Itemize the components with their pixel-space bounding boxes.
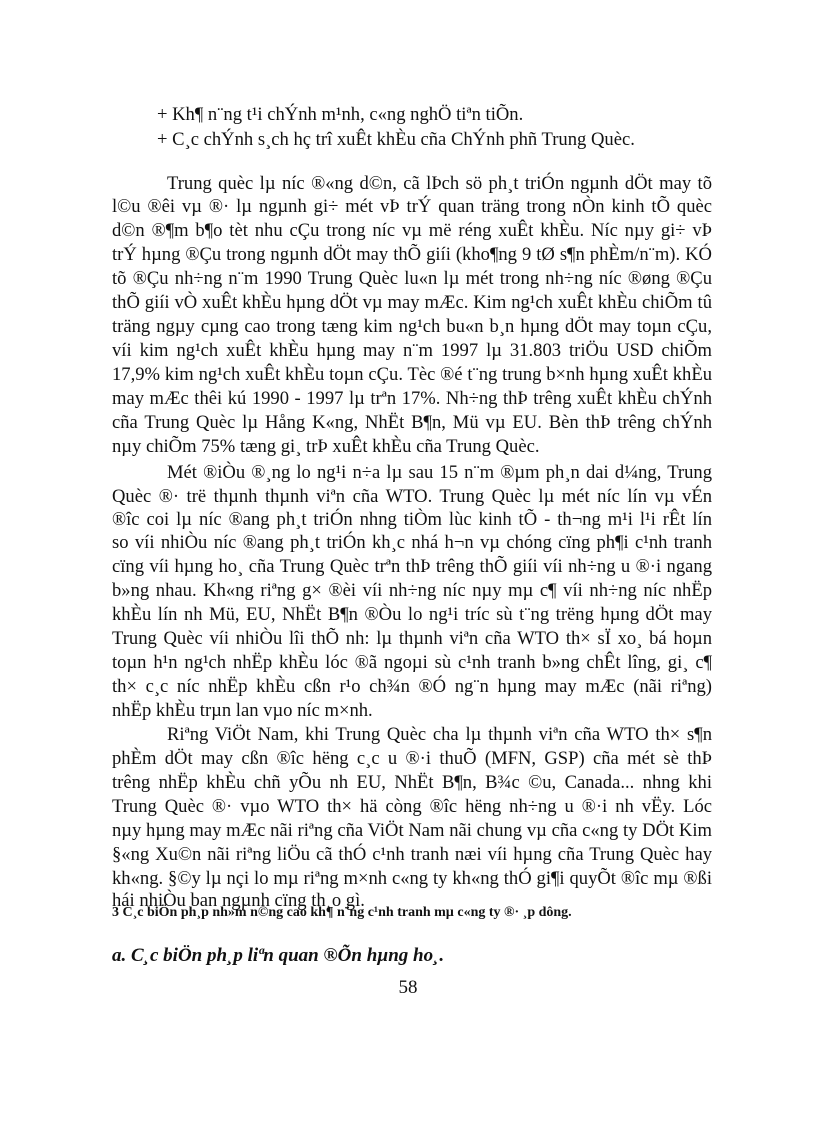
paragraph-line: so víi nhiÒu níc ®ang ph¸t triÓn kh¸c nhá h¬n vµ chóng cïng ph¶i c¹nh tranh <box>112 532 712 553</box>
paragraph-line: thÕ giíi vÒ xuÊt khÈu hµng dÖt vµ may mÆc. Kim ng¹ch xuÊt khÈu chiÕm tû <box>112 292 712 313</box>
paragraph-line: may mÆc thêi kú 1990 - 1997 lµ trªn 17%. Nh÷ng thÞ trêng xuÊt khÈu chÝnh <box>112 388 712 409</box>
paragraph-line: phÈm dÖt may cßn ®îc hëng c¸c u ®·i thuÕ (MFN, GSP) cña mét sè thÞ <box>112 748 712 769</box>
paragraph-line: Trung quèc lµ níc ®«ng d©n, cã lÞch sö ph¸t triÓn ngµnh dÖt may tõ <box>167 173 712 194</box>
paragraph-line: nµy hµng may mÆc nãi riªng cña ViÖt Nam nãi chung vµ cña c«ng ty DÖt Kim <box>112 820 712 841</box>
paragraph-line: hái nhiÒu ban ngµnh cïng th¸o gì. <box>112 890 365 911</box>
paragraph-line: Trung Quèc ®· vµo WTO th× hä còng ®îc hëng nh÷ng u ®·i nh vËy. Lóc <box>112 796 712 817</box>
paragraph-line: Riªng ViÖt Nam, khi Trung Quèc cha lµ thµnh viªn cña WTO th× s¶n <box>167 724 712 745</box>
paragraph-line: khÈu lín nh Mü, EU, NhËt B¶n ®Òu lo ng¹i tríc sù t¨ng trëng hµng dÖt may <box>112 604 712 625</box>
paragraph-line: b»ng nhau. Kh«ng riªng g× ®èi víi nh÷ng níc nµy mµ c¶ víi nh÷ng níc nhËp <box>112 580 712 601</box>
paragraph-line: trêng nhËp khÈu chñ yÕu nh EU, NhËt B¶n, B¾c ©u, Canada... nhng khi <box>112 772 712 793</box>
page-number: 58 <box>398 977 418 998</box>
paragraph-line: träng ngµy cµng cao trong tæng kim ng¹ch bu«n b¸n hµng dÖt may toµn cÇu, <box>112 316 712 337</box>
paragraph-line: kh«ng. §©y lµ nçi lo mµ riªng m×nh c«ng ty kh«ng thÓ gi¶i quyÕt ®îc mµ ®ßi <box>112 868 712 889</box>
paragraph-line: ®îc coi lµ níc ®ang ph¸t triÓn nhng tiÒm lùc kinh tÕ - th¬ng m¹i l¹i rÊt lín <box>112 509 712 530</box>
paragraph-line: §«ng Xu©n nãi riªng liÖu cã thÓ c¹nh tranh næi víi hµng cña Trung Quèc hay <box>112 844 712 865</box>
paragraph-line: víi kim ng¹ch xuÊt khÈu hµng may n¨m 1997 lµ 31.803 triÖu USD chiÕm <box>112 340 712 361</box>
paragraph-line: toµn h¹n ng¹ch nhËp khÈu lóc ®ã ngoµi sù c¹nh tranh b»ng chÊt lîng, gi¸ c¶ <box>112 652 712 673</box>
paragraph-line: l©u ®êi vµ ®· lµ ngµnh gi÷ mét vÞ trÝ quan träng trong nÒn kinh tÕ quèc <box>112 196 712 217</box>
paragraph-line: tõ ®Çu nh÷ng n¨m 1990 Trung Quèc lu«n lµ mét trong nh÷ng níc ®øng ®Çu <box>112 268 712 289</box>
paragraph-line: trÝ hµng ®Çu trong ngµnh dÖt may thÕ giíi (kho¶ng 9 tØ s¶n phÈm/n¨m). KÓ <box>112 244 712 265</box>
paragraph-line: cïng víi hµng ho¸ cña Trung Quèc trªn thÞ trêng thÕ giíi víi nh÷ng u ®·i ngang <box>112 556 712 577</box>
paragraph-line: 17,9% kim ng¹ch xuÊt khÈu toµn cÇu. Tèc ®é t¨ng trung b×nh hµng xuÊt khÈu <box>112 364 712 385</box>
paragraph-line: cña Trung Quèc lµ Hång K«ng, NhËt B¶n, Mü vµ EU. Bèn thÞ trêng chÝnh <box>112 412 712 433</box>
paragraph-line: th× c¸c níc nhËp khÈu cßn r¹o ch¾n ®Ó ng¨n hµng may mÆc (nãi riªng) <box>112 676 712 697</box>
bullet-item: + Kh¶ n¨ng t¹i chÝnh m¹nh, c«ng nghÖ tiªn tiÕn. <box>157 104 524 125</box>
paragraph-line: Quèc ®· trë thµnh thµnh viªn cña WTO. Trung Quèc lµ mét níc lín vµ vÉn <box>112 486 712 507</box>
paragraph-line: Trung Quèc víi nhiÒu lîi thÕ nh: lµ thµnh viªn cña WTO th× sÏ xo¸ bá hoµn <box>112 628 712 649</box>
subsection-heading: a. C¸c biÖn ph¸p liªn quan ®Õn hµng ho¸. <box>112 945 445 966</box>
paragraph-line: Mét ®iÒu ®¸ng lo ng¹i n÷a lµ sau 15 n¨m ®µm ph¸n dai d¼ng, Trung <box>167 462 712 483</box>
section-heading: 3 C¸c biÖn ph¸p nh»m n©ng cao kh¶ n¨ng c¹nh tranh mµ c«ng ty ®· ¸p dông. <box>112 905 572 920</box>
paragraph-line: d©n ®¶m b¶o tèt nhu cÇu trong níc vµ më réng xuÊt khÈu. Níc nµy gi÷ vÞ <box>112 220 712 241</box>
paragraph-line: nhËp khÈu trµn lan vµo níc m×nh. <box>112 700 373 721</box>
bullet-item: + C¸c chÝnh s¸ch hç trî xuÊt khÈu cña ChÝnh phñ Trung Quèc. <box>157 129 635 150</box>
paragraph-line: nµy chiÕm 75% tæng gi¸ trÞ xuÊt khÈu cña Trung Quèc. <box>112 436 540 457</box>
